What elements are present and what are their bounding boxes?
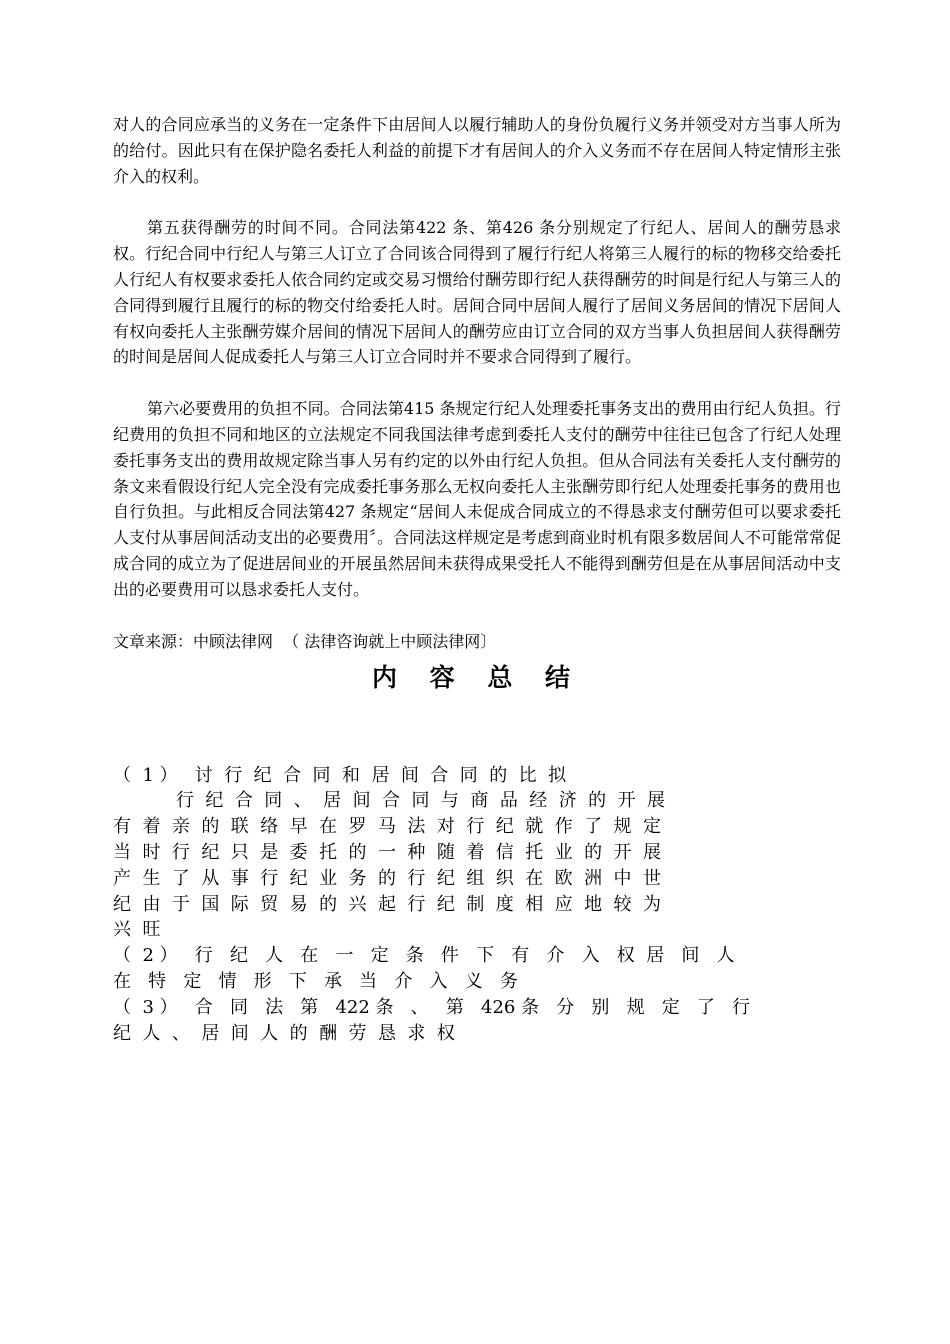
summary-line: （ 3 ） 合 同 法 第 422 条 、 第 426 条 分 别 规 定 了 行 <box>113 996 751 1018</box>
paragraph-gap <box>113 370 841 396</box>
paragraph-gap <box>113 189 841 215</box>
summary-line: 有 着 亲 的 联 络 早 在 罗 马 法 对 行 纪 就 作 了 规 定 <box>113 816 661 838</box>
summary-line: （ 1 ） 讨 行 纪 合 同 和 居 间 合 同 的 比 拟 <box>113 764 567 786</box>
summary-line: 在 特 定 情 形 下 承 当 介 入 义 务 <box>113 970 518 992</box>
summary-line: 纪 人 、 居 间 人 的 酬 劳 恳 求 权 <box>113 1022 455 1044</box>
paragraph-gap <box>113 603 841 629</box>
body-paragraph-3: 第六必要费用的负担不同。合同法第415 条规定行纪人处理委托事务支出的费用由行纪人负担。行纪费用的负担不同和地区的立法规定不同我国法律考虑到委托人支付的酬劳中往往已包含了行纪人处理委托事务支出的费用故规定除当事人另有约定的以外由行纪人负担。但从合同法有关委托人支付酬劳的条文来看假设行纪人完全没有完成委托事务那么无权向委托人主张酬劳即行纪人处理委托事务的费用也自行负担。与此相反合同法第427 条规定“居间人未促成合同成立的不得恳求支付酬劳但可以要求委托人支付从事居间活动支出的必要费用〞。合同法这样规定是考虑到商业时机有限多数居间人不可能常常促成合同的成立为了促进居间业的开展虽然居间未获得成果受托人不能得到酬劳但是在从事居间活动中支出的必要费用可以恳求委托人支付。 <box>113 399 842 599</box>
summary-line: 产 生 了 从 事 行 纪 业 务 的 行 纪 组 织 在 欧 洲 中 世 <box>113 867 661 889</box>
summary-block <box>113 763 841 1047</box>
summary-title: 内 容 总 结 <box>371 662 583 692</box>
summary-line: 纪 由 于 国 际 贸 易 的 兴 起 行 纪 制 度 相 应 地 较 为 <box>113 893 661 915</box>
summary-line: 当 时 行 纪 只 是 委 托 的 一 种 随 着 信 托 业 的 开 展 <box>113 841 661 863</box>
summary-line: 行 纪 合 同 、 居 间 合 同 与 商 品 经 济 的 开 展 <box>113 790 666 812</box>
summary-line: （ 2 ） 行 纪 人 在 一 定 条 件 下 有 介 入 权 居 间 人 <box>113 945 735 967</box>
body-paragraph-1: 对人的合同应承当的义务在一定条件下由居间人以履行辅助人的身份负履行义务并领受对方当事人所为的给付。因此只有在保护隐名委托人利益的前提下才有居间人的介入义务而不存在居间人特定情形主张介入的权利。 <box>113 115 841 186</box>
document-page <box>113 112 841 1046</box>
body-paragraph-2: 第五获得酬劳的时间不同。合同法第422 条、第426 条分别规定了行纪人、居间人的酬劳恳求权。行纪合同中行纪人与第三人订立了合同该合同得到了履行行纪人将第三人履行的标的物移交给委托人行纪人有权要求委托人依合同约定或交易习惯给付酬劳即行纪人获得酬劳的时间是行纪人与第三人的合同得到履行且履行的标的物交付给委托人时。居间合同中居间人履行了居间义务居间的情况下居间人有权向委托人主张酬劳媒介居间的情况下居间人的酬劳应由订立合同的双方当事人负担居间人获得酬劳的时间是居间人促成委托人与第三人订立合同时并不要求合同得到了履行。 <box>113 218 841 367</box>
article-source: 文章来源：中顾法律网 （ 法律咨询就上中顾法律网〕 <box>113 631 497 651</box>
summary-line: 兴 旺 <box>113 919 161 941</box>
